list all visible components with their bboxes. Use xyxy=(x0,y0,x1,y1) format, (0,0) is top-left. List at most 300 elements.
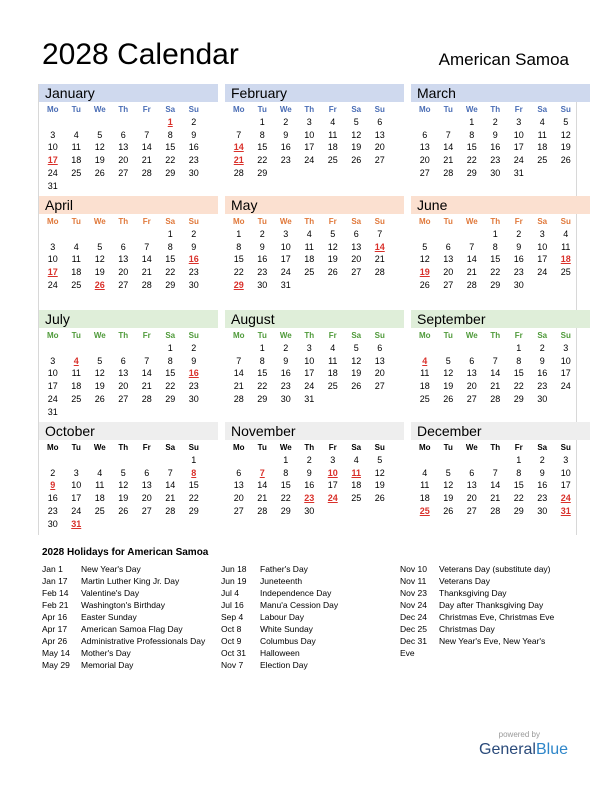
empty-cell xyxy=(345,393,369,406)
weekday-label: Su xyxy=(374,216,385,226)
day-cell: 24 xyxy=(280,267,291,278)
holiday-date: Dec 25 xyxy=(400,624,427,634)
day-cell: 26 xyxy=(351,155,362,166)
day-cell: 23 xyxy=(490,155,501,166)
day-cell: 19 xyxy=(560,142,571,153)
day-cell: 15 xyxy=(165,254,176,265)
weekday-label: Sa xyxy=(165,442,176,452)
day-cell: 30 xyxy=(513,279,524,290)
day-cell: 13 xyxy=(351,241,362,252)
day-cell: 25 xyxy=(304,267,315,278)
empty-cell xyxy=(88,116,112,129)
empty-cell xyxy=(88,518,112,531)
weekday-label: Su xyxy=(560,216,571,226)
empty-cell xyxy=(554,393,578,406)
day-cell: 25 xyxy=(327,381,338,392)
weekday-label: Mo xyxy=(232,104,245,114)
holiday-entry xyxy=(42,659,205,671)
day-cell: 14 xyxy=(141,368,152,379)
holiday-day-cell: 25 xyxy=(419,505,430,516)
month-name: December xyxy=(411,422,590,440)
day-cell: 3 xyxy=(563,343,569,353)
day-cell: 18 xyxy=(419,493,430,504)
day-cell: 2 xyxy=(516,229,522,239)
empty-cell xyxy=(135,518,159,531)
day-cell: 21 xyxy=(165,493,176,504)
day-cell: 28 xyxy=(141,167,152,178)
day-cell: 24 xyxy=(47,393,58,404)
day-cell: 18 xyxy=(71,155,82,166)
holiday-name: Labour Day xyxy=(260,612,304,622)
weekday-label: Fr xyxy=(514,216,523,226)
day-cell: 7 xyxy=(492,467,498,478)
day-cell: 29 xyxy=(165,393,176,404)
day-cell: 26 xyxy=(94,167,105,178)
day-cell: 6 xyxy=(120,355,126,366)
weekday-label: Mo xyxy=(46,104,59,114)
empty-cell xyxy=(531,279,555,292)
day-cell: 23 xyxy=(257,267,268,278)
day-cell: 17 xyxy=(71,493,82,504)
day-cell: 14 xyxy=(165,480,176,491)
weekday-label: Th xyxy=(490,216,501,226)
day-cell: 24 xyxy=(47,167,58,178)
holiday-name: Veterans Day xyxy=(439,576,491,586)
day-cell: 15 xyxy=(257,368,268,379)
day-cell: 20 xyxy=(443,267,454,278)
day-cell: 3 xyxy=(50,241,56,252)
day-cell: 28 xyxy=(490,393,501,404)
month-table xyxy=(227,440,392,518)
day-cell: 29 xyxy=(165,279,176,290)
weekday-label: Mo xyxy=(418,216,431,226)
day-cell: 29 xyxy=(257,167,268,178)
weekday-label: Mo xyxy=(46,442,59,452)
day-cell: 1 xyxy=(492,229,498,239)
day-cell: 21 xyxy=(374,254,385,265)
day-cell: 9 xyxy=(539,355,545,366)
day-cell: 16 xyxy=(513,254,524,265)
empty-cell xyxy=(298,167,322,180)
holiday-name: Easter Sunday xyxy=(81,612,137,622)
day-cell: 16 xyxy=(280,142,291,153)
empty-cell xyxy=(41,454,65,467)
day-cell: 20 xyxy=(118,267,129,278)
day-cell: 5 xyxy=(445,467,451,478)
empty-cell xyxy=(227,454,251,467)
day-cell: 31 xyxy=(280,279,291,290)
empty-cell xyxy=(112,342,136,355)
page-title: 2028 Calendar xyxy=(42,38,239,71)
day-cell: 21 xyxy=(257,493,268,504)
empty-cell xyxy=(182,406,206,419)
weekday-label: Fr xyxy=(328,442,337,452)
empty-cell xyxy=(41,116,65,129)
day-cell: 27 xyxy=(419,167,430,178)
holiday-date: Nov 10 xyxy=(400,564,427,574)
day-cell: 8 xyxy=(236,241,242,252)
day-cell: 27 xyxy=(466,393,477,404)
holiday-day-cell: 14 xyxy=(374,241,385,252)
empty-cell xyxy=(437,342,461,355)
day-cell: 12 xyxy=(351,129,362,140)
weekday-label: Fr xyxy=(142,216,151,226)
empty-cell xyxy=(345,167,369,180)
day-cell: 18 xyxy=(327,368,338,379)
holiday-day-cell: 31 xyxy=(560,505,571,516)
day-cell: 17 xyxy=(304,142,315,153)
holidays-column-3 xyxy=(400,563,554,659)
weekday-label: Tu xyxy=(71,104,81,114)
weekday-label: Th xyxy=(118,216,129,226)
day-cell: 8 xyxy=(469,129,475,140)
holiday-entry xyxy=(221,659,338,671)
month-june xyxy=(411,196,590,308)
day-cell: 3 xyxy=(306,343,312,353)
day-cell: 5 xyxy=(120,467,126,478)
day-cell: 12 xyxy=(560,129,571,140)
day-cell: 17 xyxy=(560,368,571,379)
weekday-label: We xyxy=(279,330,292,340)
holiday-entry xyxy=(400,647,554,659)
day-cell: 29 xyxy=(165,167,176,178)
empty-cell xyxy=(112,406,136,419)
day-cell: 26 xyxy=(327,267,338,278)
day-cell: 27 xyxy=(351,267,362,278)
weekday-label: Sa xyxy=(537,104,548,114)
empty-cell xyxy=(65,180,89,193)
day-cell: 18 xyxy=(304,254,315,265)
holiday-entry xyxy=(221,563,338,575)
empty-cell xyxy=(368,167,392,180)
holiday-date: Jul 4 xyxy=(221,588,239,598)
day-cell: 11 xyxy=(420,368,430,379)
day-cell: 14 xyxy=(233,368,244,379)
day-cell: 21 xyxy=(141,267,152,278)
holiday-entry xyxy=(221,575,338,587)
day-cell: 20 xyxy=(466,493,477,504)
empty-cell xyxy=(321,505,345,518)
day-cell: 28 xyxy=(233,393,244,404)
day-cell: 22 xyxy=(257,381,268,392)
day-cell: 30 xyxy=(537,505,548,516)
day-cell: 13 xyxy=(141,480,152,491)
day-cell: 2 xyxy=(283,343,289,353)
day-cell: 11 xyxy=(328,129,338,140)
day-cell: 8 xyxy=(283,467,289,478)
holiday-entry xyxy=(42,623,205,635)
weekday-label: Mo xyxy=(46,330,59,340)
weekday-label: We xyxy=(279,216,292,226)
day-cell: 20 xyxy=(118,381,129,392)
day-cell: 11 xyxy=(304,241,314,252)
day-cell: 12 xyxy=(374,467,385,478)
day-cell: 6 xyxy=(422,129,428,140)
day-cell: 15 xyxy=(188,480,199,491)
day-cell: 4 xyxy=(563,229,569,239)
day-cell: 9 xyxy=(191,355,197,366)
day-cell: 22 xyxy=(188,493,199,504)
day-cell: 18 xyxy=(94,493,105,504)
weekday-label: Fr xyxy=(142,330,151,340)
empty-cell xyxy=(135,406,159,419)
empty-cell xyxy=(112,116,136,129)
weekday-label: Tu xyxy=(443,330,453,340)
month-table xyxy=(41,440,206,530)
month-july xyxy=(39,310,218,422)
empty-cell xyxy=(484,342,508,355)
day-cell: 21 xyxy=(443,155,454,166)
holiday-date: Dec 31 xyxy=(400,636,427,646)
holiday-entry xyxy=(400,563,554,575)
day-cell: 10 xyxy=(513,129,524,140)
day-cell: 7 xyxy=(144,241,150,252)
empty-cell xyxy=(65,454,89,467)
empty-cell xyxy=(345,279,369,292)
empty-cell xyxy=(413,342,437,355)
day-cell: 20 xyxy=(233,493,244,504)
day-cell: 13 xyxy=(118,254,129,265)
day-cell: 25 xyxy=(419,393,430,404)
weekday-label: We xyxy=(93,442,106,452)
day-cell: 18 xyxy=(327,142,338,153)
day-cell: 20 xyxy=(118,155,129,166)
day-cell: 28 xyxy=(165,505,176,516)
day-cell: 10 xyxy=(537,241,548,252)
weekday-label: Su xyxy=(188,104,199,114)
weekday-label: Tu xyxy=(443,216,453,226)
empty-cell xyxy=(135,228,159,241)
month-march xyxy=(411,84,590,196)
weekday-label: Mo xyxy=(232,216,245,226)
day-cell: 25 xyxy=(94,505,105,516)
holiday-name: Thanksgiving Day xyxy=(439,588,507,598)
day-cell: 5 xyxy=(353,343,359,353)
month-may xyxy=(225,196,404,308)
holiday-day-cell: 18 xyxy=(560,254,571,265)
weekday-label: Sa xyxy=(165,104,176,114)
day-cell: 17 xyxy=(537,254,548,265)
day-cell: 27 xyxy=(374,381,385,392)
day-cell: 5 xyxy=(97,355,103,366)
day-cell: 26 xyxy=(351,381,362,392)
day-cell: 15 xyxy=(165,368,176,379)
generalblue-logo[interactable] xyxy=(479,741,568,759)
day-cell: 7 xyxy=(167,467,173,478)
empty-cell xyxy=(159,406,183,419)
weekday-label: Fr xyxy=(328,330,337,340)
holiday-name: American Samoa Flag Day xyxy=(81,624,183,634)
month-name: October xyxy=(39,422,218,440)
day-cell: 9 xyxy=(516,241,522,252)
weekday-label: Mo xyxy=(418,330,431,340)
weekday-label: Th xyxy=(490,442,501,452)
weekday-label: Su xyxy=(374,104,385,114)
day-cell: 28 xyxy=(141,393,152,404)
day-cell: 16 xyxy=(257,254,268,265)
weekday-label: Fr xyxy=(514,330,523,340)
day-cell: 6 xyxy=(120,241,126,252)
day-cell: 17 xyxy=(560,480,571,491)
day-cell: 11 xyxy=(561,241,571,252)
holiday-name: Administrative Professionals Day xyxy=(81,636,206,646)
holiday-name: Memorial Day xyxy=(81,660,134,670)
month-name: November xyxy=(225,422,404,440)
day-cell: 29 xyxy=(280,505,291,516)
holiday-day-cell: 16 xyxy=(188,254,199,265)
holiday-name: Mother's Day xyxy=(81,648,131,658)
holiday-date: Nov 11 xyxy=(400,576,427,586)
empty-cell xyxy=(135,116,159,129)
day-cell: 1 xyxy=(516,343,522,353)
holiday-entry xyxy=(42,647,205,659)
holiday-name: New Year's Eve, New Year's xyxy=(439,636,546,646)
empty-cell xyxy=(321,393,345,406)
weekday-label: Mo xyxy=(418,104,431,114)
day-cell: 25 xyxy=(71,167,82,178)
weekday-label: Th xyxy=(304,442,315,452)
holiday-entry xyxy=(400,635,554,647)
month-table xyxy=(413,102,578,180)
day-cell: 23 xyxy=(188,155,199,166)
empty-cell xyxy=(298,279,322,292)
day-cell: 10 xyxy=(47,254,58,265)
day-cell: 10 xyxy=(560,467,571,478)
day-cell: 9 xyxy=(283,129,289,140)
holiday-entry xyxy=(400,611,554,623)
month-table xyxy=(413,440,578,518)
day-cell: 6 xyxy=(469,355,475,366)
empty-cell xyxy=(321,279,345,292)
holiday-day-cell: 23 xyxy=(304,493,315,504)
holidays-title: 2028 Holidays for American Samoa xyxy=(42,547,209,558)
day-cell: 19 xyxy=(443,381,454,392)
day-cell: 28 xyxy=(490,505,501,516)
holiday-date: Nov 24 xyxy=(400,600,427,610)
month-table xyxy=(227,214,392,292)
day-cell: 26 xyxy=(443,393,454,404)
empty-cell xyxy=(65,228,89,241)
day-cell: 22 xyxy=(233,267,244,278)
empty-cell xyxy=(460,228,484,241)
day-cell: 3 xyxy=(73,467,79,478)
day-cell: 25 xyxy=(327,155,338,166)
day-cell: 25 xyxy=(71,393,82,404)
day-cell: 14 xyxy=(443,142,454,153)
day-cell: 29 xyxy=(490,279,501,290)
holiday-day-cell: 19 xyxy=(419,267,430,278)
weekday-label: Mo xyxy=(232,330,245,340)
weekday-label: Th xyxy=(304,330,315,340)
day-cell: 19 xyxy=(94,267,105,278)
day-cell: 14 xyxy=(141,254,152,265)
day-cell: 23 xyxy=(280,381,291,392)
weekday-label: Th xyxy=(490,104,501,114)
empty-cell xyxy=(135,454,159,467)
day-cell: 2 xyxy=(191,229,197,239)
day-cell: 13 xyxy=(466,480,477,491)
day-cell: 19 xyxy=(351,368,362,379)
weekday-label: Tu xyxy=(71,216,81,226)
weekday-label: Tu xyxy=(71,330,81,340)
day-cell: 11 xyxy=(328,355,338,366)
day-cell: 1 xyxy=(283,455,289,465)
weekday-label: We xyxy=(93,216,106,226)
month-name: February xyxy=(225,84,404,102)
weekday-label: Sa xyxy=(165,330,176,340)
day-cell: 25 xyxy=(537,155,548,166)
month-table xyxy=(227,102,392,180)
day-cell: 7 xyxy=(377,229,383,239)
month-february xyxy=(225,84,404,196)
day-cell: 1 xyxy=(259,117,265,127)
empty-cell xyxy=(88,406,112,419)
empty-cell xyxy=(460,342,484,355)
day-cell: 30 xyxy=(280,393,291,404)
day-cell: 30 xyxy=(304,505,315,516)
holiday-date: Apr 17 xyxy=(42,624,68,634)
day-cell: 25 xyxy=(71,279,82,290)
day-cell: 15 xyxy=(513,480,524,491)
empty-cell xyxy=(88,342,112,355)
weekday-label: Sa xyxy=(537,330,548,340)
day-cell: 2 xyxy=(283,117,289,127)
day-cell: 17 xyxy=(47,381,58,392)
day-cell: 25 xyxy=(351,493,362,504)
day-cell: 26 xyxy=(419,279,430,290)
weekday-label: Sa xyxy=(351,330,362,340)
day-cell: 18 xyxy=(419,381,430,392)
holiday-entry xyxy=(42,599,205,611)
day-cell: 21 xyxy=(233,381,244,392)
day-cell: 24 xyxy=(513,155,524,166)
holiday-day-cell: 1 xyxy=(167,117,173,127)
empty-cell xyxy=(65,406,89,419)
day-cell: 19 xyxy=(327,254,338,265)
holiday-day-cell: 9 xyxy=(50,480,56,491)
holiday-day-cell: 29 xyxy=(233,279,244,290)
empty-cell xyxy=(182,180,206,193)
day-cell: 15 xyxy=(280,480,291,491)
weekday-label: Su xyxy=(374,330,385,340)
day-cell: 12 xyxy=(94,254,105,265)
day-cell: 14 xyxy=(490,480,501,491)
day-cell: 15 xyxy=(490,254,501,265)
day-cell: 20 xyxy=(141,493,152,504)
day-cell: 9 xyxy=(191,129,197,140)
holiday-day-cell: 24 xyxy=(327,493,338,504)
brand-general: General xyxy=(479,741,536,758)
day-cell: 5 xyxy=(353,117,359,127)
day-cell: 27 xyxy=(466,505,477,516)
holiday-name: Valentine's Day xyxy=(81,588,140,598)
day-cell: 30 xyxy=(537,393,548,404)
day-cell: 17 xyxy=(327,480,338,491)
day-cell: 8 xyxy=(167,129,173,140)
empty-cell xyxy=(368,279,392,292)
day-cell: 22 xyxy=(165,155,176,166)
day-cell: 5 xyxy=(377,455,383,465)
day-cell: 24 xyxy=(304,381,315,392)
day-cell: 15 xyxy=(233,254,244,265)
day-cell: 29 xyxy=(513,505,524,516)
day-cell: 16 xyxy=(537,480,548,491)
day-cell: 10 xyxy=(304,129,315,140)
weekday-label: Sa xyxy=(165,216,176,226)
month-september xyxy=(411,310,590,422)
empty-cell xyxy=(437,116,461,129)
holiday-day-cell: 26 xyxy=(94,279,105,290)
